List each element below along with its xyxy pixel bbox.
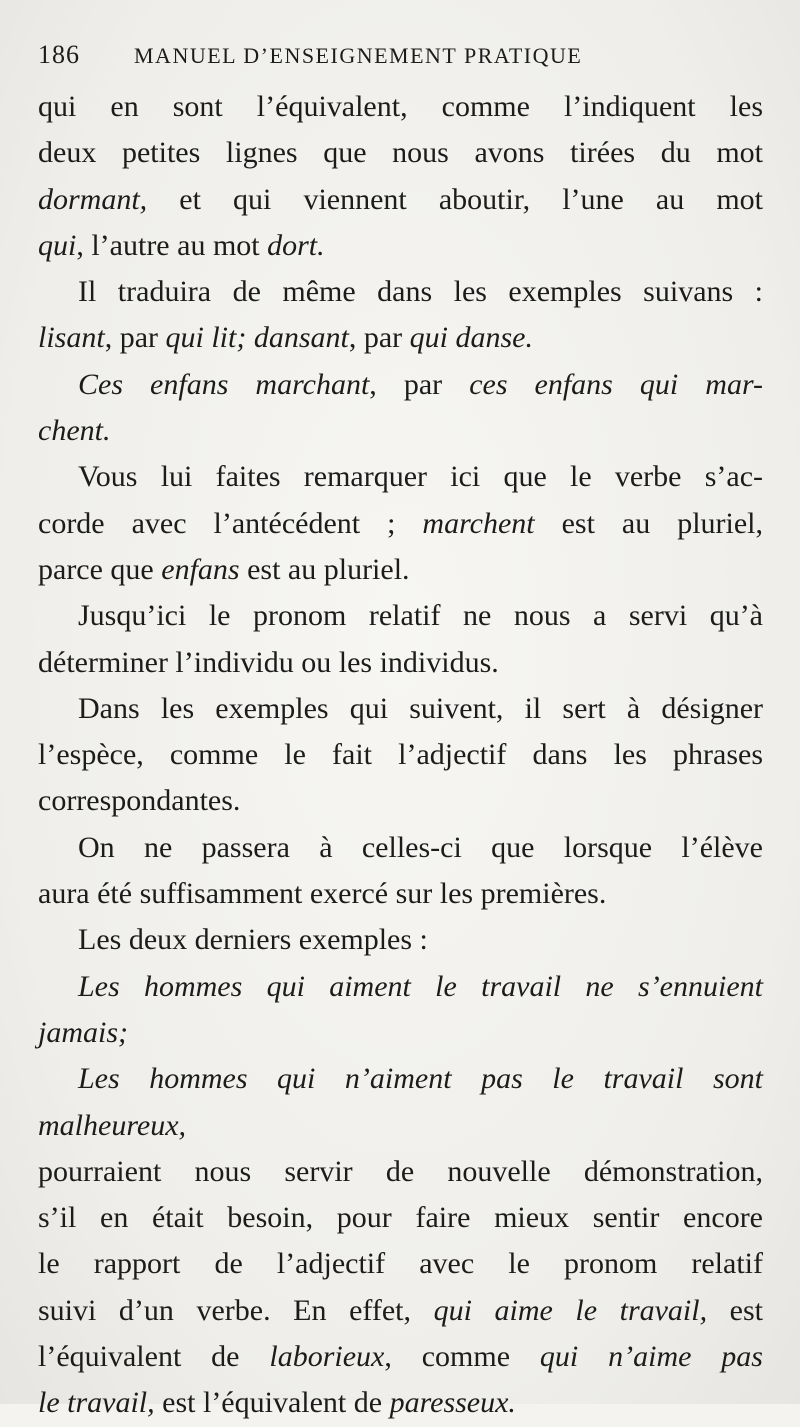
body-text — [38, 84, 763, 1427]
text-fragment: l’équivalent de — [38, 1340, 270, 1374]
text-fragment: , par — [369, 367, 470, 401]
text-line — [38, 1380, 763, 1426]
text-line — [38, 1195, 763, 1241]
text-fragment: qui en sont l’équivalent, comme l’indiquent les — [38, 90, 763, 123]
text-fragment: Vous lui faites remarquer ici que le verbe s’ac- — [78, 460, 763, 494]
page-header — [38, 40, 773, 80]
text-fragment: aura été suffisamment exercé sur les premières. — [38, 877, 607, 911]
text-fragment: On ne passera à celles-ci que lorsque l’élève — [78, 830, 763, 864]
text-fragment: correspondantes. — [38, 784, 241, 818]
italic-text: qui — [38, 228, 77, 262]
text-fragment: l’espèce, comme le fait l’adjectif dans les phrases — [38, 738, 763, 772]
text-line — [38, 223, 763, 269]
text-fragment: s’il en était besoin, pour faire mieux sentir encore — [38, 1201, 763, 1235]
text-line — [38, 686, 763, 732]
italic-text: ces enfans qui mar- — [469, 367, 764, 401]
text-line — [38, 871, 763, 917]
text-line — [38, 84, 763, 130]
text-fragment: suivi d’un verbe. En effet, — [38, 1293, 434, 1327]
italic-text: enfans — [161, 552, 240, 586]
text-line — [38, 130, 763, 176]
italic-text: qui lit; dansant — [165, 321, 349, 355]
text-line — [38, 640, 763, 686]
text-fragment: corde avec l’antécédent ; — [38, 506, 423, 540]
italic-text: paresseux. — [389, 1386, 516, 1420]
text-line — [38, 1010, 763, 1056]
italic-text: dormant, — [38, 182, 148, 216]
text-line — [38, 917, 763, 963]
italic-text: qui danse. — [409, 321, 533, 355]
text-fragment: parce que — [38, 552, 162, 586]
text-line — [38, 408, 763, 454]
text-fragment: deux petites lignes que nous avons tirées du mot — [38, 136, 763, 170]
text-line — [38, 593, 763, 639]
text-fragment: est au pluriel. — [239, 552, 410, 586]
text-fragment: Dans les exemples qui suivent, il sert à désigner — [78, 691, 763, 725]
text-line — [38, 1056, 763, 1102]
italic-text: qui n’aime pas — [539, 1340, 763, 1374]
text-fragment: Les deux derniers exemples : — [78, 923, 428, 957]
text-line — [38, 547, 763, 593]
text-fragment: le rapport de l’adjectif avec le pronom relatif — [38, 1247, 763, 1281]
italic-text: laborieux — [269, 1340, 385, 1374]
text-line — [38, 1334, 763, 1380]
text-fragment: , comme — [384, 1340, 540, 1374]
text-line — [38, 825, 763, 871]
italic-text: dort. — [267, 228, 325, 262]
page-number: 186 — [38, 40, 80, 69]
italic-text: chent. — [38, 414, 111, 448]
text-line — [38, 1241, 763, 1287]
text-line — [38, 778, 763, 824]
italic-text: lisant — [38, 321, 105, 355]
text-fragment: est au pluriel, — [534, 506, 764, 540]
text-line — [38, 1103, 763, 1149]
italic-text: Les hommes qui n’aiment pas le travail sont — [78, 1062, 763, 1096]
text-line — [38, 501, 763, 547]
text-fragment: , par — [104, 321, 166, 355]
text-fragment: , l’autre au mot — [76, 228, 268, 262]
text-fragment: , par — [348, 321, 410, 355]
text-line — [38, 315, 763, 361]
italic-text: malheureux, — [38, 1108, 187, 1142]
text-fragment: est — [707, 1293, 764, 1327]
text-fragment: Jusqu’ici le pronom relatif ne nous a servi qu’à — [78, 599, 763, 633]
text-line — [38, 1149, 763, 1195]
italic-text: Les hommes qui aiment le travail ne s’ennuient — [78, 969, 763, 1003]
text-fragment: déterminer l’individu ou les individus. — [38, 645, 499, 679]
text-fragment: pourraient nous servir de nouvelle démonstration, — [38, 1154, 763, 1188]
text-line — [38, 732, 763, 778]
text-fragment: est l’équivalent de — [154, 1386, 390, 1420]
italic-text: marchent — [422, 506, 535, 540]
italic-text: qui aime le travail, — [433, 1293, 708, 1327]
text-line — [38, 454, 763, 500]
italic-text: le travail, — [38, 1386, 155, 1420]
text-line — [38, 269, 763, 315]
text-line — [38, 362, 763, 408]
text-line — [38, 177, 763, 223]
text-line — [38, 1288, 763, 1334]
italic-text: Ces enfans marchant — [78, 367, 370, 401]
text-fragment: Il traduira de même dans les exemples suivans : — [78, 275, 763, 309]
text-fragment: et qui viennent aboutir, l’une au mot — [147, 182, 763, 216]
italic-text: jamais; — [38, 1015, 128, 1049]
running-head: MANUEL D’ENSEIGNEMENT PRATIQUE — [134, 43, 583, 68]
text-line — [38, 964, 763, 1010]
